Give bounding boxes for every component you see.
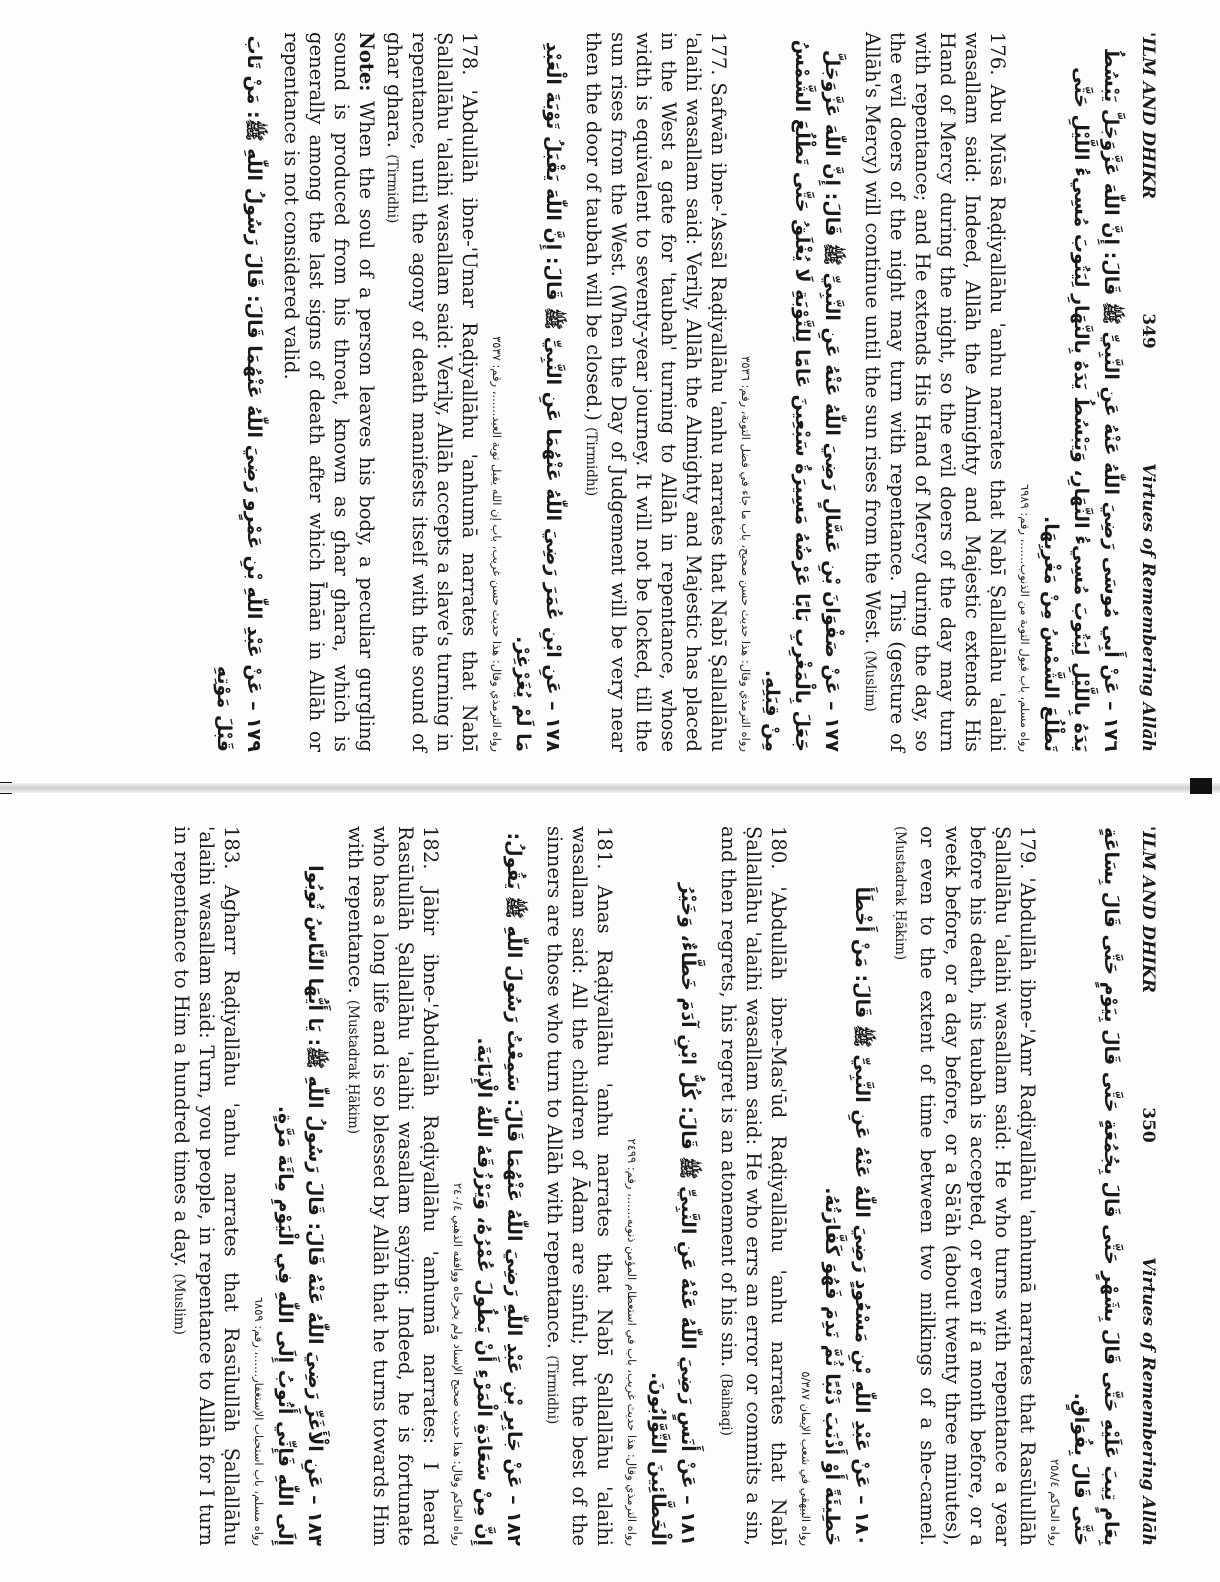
english-translation <box>713 826 791 1546</box>
page-349 <box>10 12 1160 772</box>
arabic-text: ١٧٨ – عَنِ ابْنِ عُمَرَ رَضِيَ اللّٰهُ عَنْهُمَا عَنِ النَّبِيِّ ﷺ قَالَ: إِنَّ اللّٰهَ يَقْبَلُ تَوْبَةَ الْعَبْدِ مَا لَمْ يُغَرْغِرْ. <box>512 41 564 752</box>
arabic-text: ١٨١ – عَنْ أَنَسٍ رَضِيَ اللّٰهُ عَنْهُ عَنِ النَّبِيِّ ﷺ قَالَ: كُلُّ ابْنِ آدَمَ خَطَّاءٌ، وَخَيْرُ الْخَطَّائِينَ التَّوَّابُونَ. <box>647 882 699 1546</box>
arabic-text: ١٧٧ – عَنْ صَفْوَانَ بْنِ عَسَّالٍ رَضِيَ اللّٰهُ عَنْهُ عَنِ النَّبِيِّ ﷺ قَالَ: إِنَّ اللّٰهَ عَزَّوَجَلَّ جَعَلَ بِالْمَغْرِبِ بَابًا عَرْضُهُ مَسِيرَةُ سَبْعِينَ عَامًا لِلتَّوْبَةِ لَا يُغْلَقُ حَتَّى تَطْلُعَ الشَّمْسُ مِنْ قِبَلِهِ. <box>761 39 843 752</box>
page-350-scan <box>0 794 1220 1582</box>
english-text: 178. 'Abdullāh ibne-'Umar Raḍiyallāhu 'anhumā narrates that Nabī Ṣallallāhu 'alaihi wasallam said: Verily, Allāh accepts a slave's turning in repentance, until the agony of death manifests itself with the sound of ghar ghara. <box>383 32 481 752</box>
arabic-reference: رواه الترمذي وقال: هذا حديث حسن صحيح، باب ما جاء في فضل التوبة، رقم: ٣٥٣٦ <box>739 356 753 752</box>
hadith-179 <box>887 826 1126 1546</box>
hadith-177 <box>578 32 847 752</box>
english-text: 177. Safwān ibne-'Assāl Raḍiyallāhu 'anhu narrates that Nabī Ṣallallāhu 'alaihi wasallam said: Verily, Allāh the Almighty and Majestic has placed in the West a gate for 'taubah' turning to Allāh in repentance, whose width is equivalent to seventy-year journey. It will not be locked, till the sun rises from the West. (When the Day of Judgement will be very near then the door of taubah will be closed.) <box>582 32 730 752</box>
note-label: Note: <box>355 32 378 92</box>
hadith-178 <box>279 32 568 752</box>
english-text: 181. Anas Raḍiyallāhu 'anhu narrates that Nabī Ṣallallāhu 'alaihi wasallam said: All the children of Ādam are sinful; but the best of the sinners are those who turn to Allāh with repentance. <box>543 826 616 1546</box>
english-translation <box>857 32 1010 752</box>
arabic-text: ١٧٩ – عَنْ عَبْدِ اللّٰهِ بْنِ عَمْرٍو رَضِيَ اللّٰهُ عَنْهُمَا قَالَ: قَالَ رَسُولُ اللّٰهِ ﷺ: مَنْ تَابَ قَبْلَ مَوْتِهِ <box>213 35 265 752</box>
hadith-183 <box>166 826 330 1546</box>
page-350 <box>10 806 1160 1566</box>
arabic-reference: رواه البيهقي في شعب الإيمان ٥/٣٨٧ <box>799 1371 813 1546</box>
english-text: 179. 'Abdullāh ibne-'Amr Raḍiyallāhu 'anhumā narrates that Rasūlullāh Ṣallallāhu 'alaihi wasallam said: He who turns with repentance a year before his death, his taubah is accepted, or even if a month before, or a week before, or a day before, or a Sā'āh (about twenty three minutes), or even to the extent of time between two milkings of a she-camel. <box>916 826 1039 1546</box>
page-349-scan <box>0 0 1220 782</box>
page-number: 350 <box>1138 1107 1158 1143</box>
note-text: When the soul of a person leaves his body, a peculiar gurgling sound is produced from his throat, known as ghar ghara, which is generally among the last signs of death after which Īmān in Allāh or repentance is not considered valid. <box>280 32 378 752</box>
page-number: 349 <box>1138 313 1158 349</box>
source-citation: (Tirmidhi) <box>384 154 400 224</box>
arabic-reference: رواه الترمذي وقال: هذا حديث غريب، باب في استعظام المؤمن ذنوبه......، رقم: ٢٤٩٩ <box>625 1138 639 1546</box>
arabic-text: ١٧٦ – عَنْ أَبِي مُوسَى رَضِيَ اللّٰهُ عَنْهُ عَنِ النَّبِيِّ ﷺ قَالَ: إِنَّ اللّٰهَ عَزَّوَجَلَّ يَبْسُطُ يَدَهُ بِاللَّيْلِ لِيَتُوبَ مُسِيءُ النَّهَارِ، وَيَبْسُطُ يَدَهُ بِالنَّهَارِ لِيَتُوبَ مُسِيءُ اللَّيْلِ حَتَّى تَطْلُعَ الشَّمْسُ مِنْ مَغْرِبِهَا. <box>1040 47 1122 752</box>
arabic-reference: رواه الترمذي وقال: هذا حديث حسن غريب، باب إن الله يقبل توبة العبد......، رقم: ٣٥٣٧ <box>490 336 504 752</box>
english-text: 180. 'Abdullāh ibne-Mas'ūd Raḍiyallāhu 'anhu narrates that Nabī Ṣallallāhu 'alaihi wasallam said: He who errs an error or commits a sin, and then regrets, his regret is an atonement of his sin. <box>717 826 790 1546</box>
english-text: 183. Agharr Raḍiyallāhu 'anhu narrates that Rasūlullāh Ṣallallāhu 'alaihi wasallam said: Turn, you people, in repentance to Allāh for I turn in repentance to Him a hundred times a day. <box>170 826 243 1546</box>
arabic-text: ١٨٠ – عَنْ عَبْدِ اللّٰهِ بْنِ مَسْعُودٍ رَضِيَ اللّٰهُ عَنْهُ عَنِ النَّبِيِّ ﷺ قَالَ: مَنْ أَخْطَأَ خَطِيئَةً أَوْ أَذْنَبَ ذَنْبًا ثُمَّ نَدِمَ فَهُوَ كَفَّارَتُهُ. <box>821 886 873 1546</box>
english-translation <box>578 32 731 752</box>
source-citation: (Muslim) <box>171 1273 187 1335</box>
arabic-reference: رواه مسلم، باب استحباب الإستغفار......، رقم: ٦٨٥٩ <box>252 1296 266 1546</box>
source-citation: (Tirmidhi) <box>583 427 599 497</box>
running-head <box>1136 32 1160 752</box>
english-translation <box>279 32 482 752</box>
source-citation: (Mustadrak Ḥākim) <box>892 826 908 961</box>
hadith-180 <box>713 826 877 1546</box>
english-text: 182. Jābir ibne-'Abdullāh Raḍiyallāhu 'anhumā narrates: I heard Rasūlullāh Ṣallallāhu 'alaihi wasallam saying: Indeed, he is fortunate who has a long life and is so blessed by Allāh that he turns towards Him with repentance. <box>344 826 442 1546</box>
arabic-reference: رواه مسلم، باب قبول التوبة من الذنوب......، رقم: ٦٩٨٩ <box>1018 484 1032 752</box>
arabic-reference: رواه الحاكم ٢٥٨/٤ <box>1048 1459 1062 1546</box>
english-translation <box>340 826 443 1546</box>
spread-divider <box>0 783 1220 793</box>
header-right: Virtues of Remembering Allāh <box>1138 1257 1158 1546</box>
running-head <box>1136 826 1160 1546</box>
arabic-text: ١٨٣ – عَنِ الْأَغَرِّ رَضِيَ اللّٰهُ عَنْهُ قَالَ: قَالَ رَسُولُ اللّٰهِ ﷺ: يَا أَيُّهَا النَّاسُ تُوبُوا إِلَى اللّٰهِ فَإِنِّي أَتُوبُ إِلَى اللّٰهِ فِي الْيَوْمِ مِائَةَ مَرَّةٍ. <box>274 865 326 1546</box>
english-translation <box>539 826 617 1546</box>
source-citation: (Baihaqi) <box>718 1373 734 1436</box>
source-citation: (Tirmidhi) <box>544 1355 560 1425</box>
arabic-text: بِعَامٍ تِيبَ عَلَيْهِ حَتَّى قَالَ بِشَهْرٍ حَتَّى قَالَ بِجُمُعَةٍ حَتَّى قَالَ بِيَوْمٍ حَتَّى قَالَ بِسَاعَةٍ حَتَّى قَالَ بِفُوَاقٍ. <box>1070 827 1122 1546</box>
english-text: 176. Abu Mūsā Raḍiyallāhu 'anhu narrates that Nabī Ṣallallāhu 'alaihi wasallam said: Indeed, Allāh the Almighty and Majestic extends His Hand of Mercy during the night, so the evil doers of the day may turn with repentance; and He extends His Hand of Mercy during the day, so the evil doers of the night may turn with repentance. This (gesture of Allāh's Mercy) will continue until the sun rises from the West. <box>861 32 1009 752</box>
header-left: 'ILM AND DHIKR <box>1138 826 1158 993</box>
header-right: Virtues of Remembering Allāh <box>1138 463 1158 752</box>
hadith-179-start <box>209 32 269 752</box>
arabic-reference: رواه الحاكم وقال: هذا حديث صحيح الإسناد ولم يخرجاه ووافقه الذهبي ٢٤٠/٤ <box>451 1182 465 1546</box>
header-left: 'ILM AND DHIKR <box>1138 32 1158 199</box>
hadith-181 <box>539 826 703 1546</box>
english-translation <box>887 826 1040 1546</box>
hadith-176 <box>857 32 1126 752</box>
hadith-182 <box>340 826 529 1546</box>
source-citation: (Muslim) <box>862 650 878 712</box>
source-citation: (Mustadrak Ḥākim) <box>345 999 361 1135</box>
arabic-text: ١٨٢ – عَنْ جَابِرِ بْنِ عَبْدِ اللّٰهِ رَضِيَ اللّٰهُ عَنْهُمَا قَالَ: سَمِعْتُ رَسُولَ اللّٰهِ ﷺ يَقُولُ: إِنَّ مِنْ سَعَادَةِ الْمَرْءِ أَنْ يَطُولَ عُمْرُهُ، وَيَرْزُقَهُ اللّٰهُ الْإِنَابَةَ. <box>473 832 525 1546</box>
english-translation <box>166 826 244 1546</box>
